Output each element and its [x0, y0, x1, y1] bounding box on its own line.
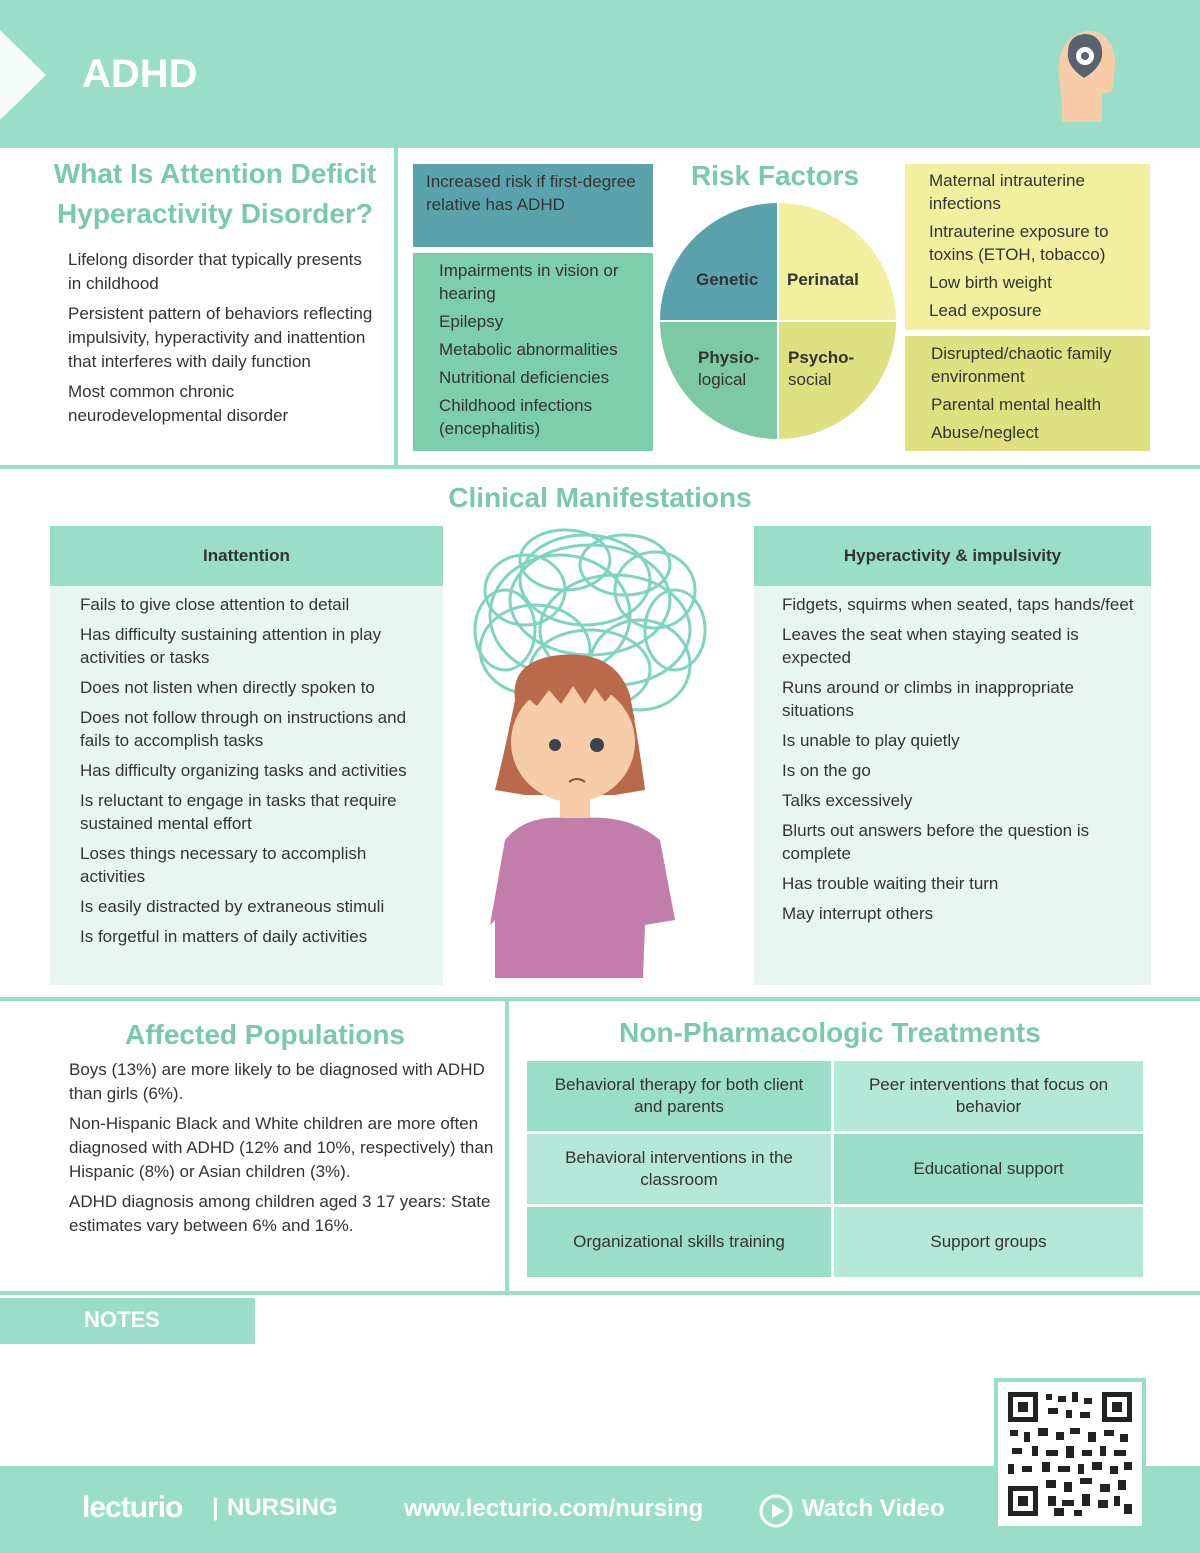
inattention-list — [50, 586, 443, 985]
list-item: Loses things necessary to accomplish activities — [80, 844, 367, 886]
what-is-title — [30, 154, 400, 234]
list-item: Is forgetful in matters of daily activities — [80, 927, 368, 946]
lecturio-logo: lecturio — [82, 1491, 183, 1524]
list-item: Disrupted/chaotic family environment — [931, 344, 1112, 386]
list-item: Fidgets, squirms when seated, taps hands/feet — [782, 595, 1134, 614]
genetic-risk-box — [413, 164, 653, 247]
physiological-risk-box — [413, 253, 653, 451]
inattention-header: Inattention — [50, 526, 443, 586]
list-item: Low birth weight — [929, 273, 1052, 292]
clinical-title: Clinical Manifestations — [448, 482, 752, 513]
what-is-title-line: What Is Attention Deficit — [53, 158, 377, 189]
pie-slice-genetic — [660, 203, 778, 321]
list-item: May interrupt others — [782, 904, 934, 923]
genetic-risk-text: Increased risk if first-degree relative has ADHD — [426, 172, 636, 214]
psychosocial-risk-box — [905, 336, 1150, 451]
list-item: Fails to give close attention to detail — [80, 595, 350, 614]
page-title: ADHD — [82, 52, 198, 96]
watch-video-link[interactable]: Watch Video — [802, 1495, 945, 1522]
list-item: Runs around or climbs in inappropriate situations — [782, 678, 1074, 720]
hyperactivity-list — [754, 586, 1151, 985]
treatment-cell: Behavioral interventions in the classroom — [527, 1134, 831, 1204]
treatment-cell: Organizational skills training — [527, 1207, 831, 1277]
treatments-title: Non-Pharmacologic Treatments — [619, 1017, 1041, 1048]
list-item: Most common chronic neurodevelopmental disorder — [68, 382, 289, 425]
list-item: Is on the go — [782, 761, 871, 780]
shirt — [490, 818, 675, 978]
list-item: Boys (13%) are more likely to be diagnosed with ADHD than girls (6%). — [69, 1060, 485, 1103]
list-item: Is easily distracted by extraneous stimuli — [80, 897, 385, 916]
perinatal-risk-box — [905, 164, 1150, 330]
list-item: Nutritional deficiencies — [439, 368, 610, 387]
play-icon[interactable] — [759, 1494, 793, 1528]
list-item: Lead exposure — [929, 301, 1042, 320]
website-link[interactable]: www.lecturio.com/nursing — [404, 1495, 704, 1522]
pie-label-physiological: logical — [698, 370, 747, 389]
treatment-cell: Peer interventions that focus on behavior — [834, 1061, 1143, 1131]
affected-title: Affected Populations — [124, 1019, 405, 1050]
pie-slice-perinatal — [778, 203, 896, 321]
list-item: Parental mental health — [931, 395, 1102, 414]
list-item: Maternal intrauterine infections — [929, 171, 1085, 213]
list-item: Does not follow through on instructions and fails to accomplish tasks — [80, 708, 407, 750]
list-item: Intrauterine exposure to toxins (ETOH, tobacco) — [929, 222, 1109, 264]
list-item: Is reluctant to engage in tasks that require sustained mental effort — [80, 791, 397, 833]
divider-line — [0, 1291, 1200, 1295]
chevron-decoration-icon — [0, 30, 46, 120]
list-item: Persistent pattern of behaviors reflecting impulsivity, hyperactivity and inattention that interferes with daily function — [68, 304, 373, 371]
pie-label-perinatal: Perinatal — [787, 270, 859, 289]
divider-line — [0, 997, 1200, 1001]
list-item: Epilepsy — [439, 312, 504, 331]
list-item: Is unable to play quietly — [782, 731, 960, 750]
what-is-list — [68, 248, 373, 434]
footer-divider: | — [212, 1494, 219, 1521]
nursing-label: NURSING — [227, 1494, 338, 1521]
list-item: Talks excessively — [782, 791, 913, 810]
pie-label-psychosocial: social — [788, 370, 832, 389]
face — [511, 682, 635, 802]
list-item: Has difficulty organizing tasks and activities — [80, 761, 407, 780]
treatments-grid — [527, 1061, 1143, 1277]
list-item: Lifelong disorder that typically presents in childhood — [68, 250, 362, 293]
treatment-cell: Behavioral therapy for both client and parents — [527, 1061, 831, 1131]
list-item: Impairments in vision or hearing — [439, 261, 619, 303]
list-item: Childhood infections (encephalitis) — [439, 396, 593, 438]
treatment-cell: Support groups — [834, 1207, 1143, 1277]
pie-label-genetic: Genetic — [696, 270, 759, 289]
list-item: Has trouble waiting their turn — [782, 874, 999, 893]
child-illustration — [465, 520, 715, 978]
list-item: ADHD diagnosis among children aged 3 17 years: State estimates vary between 6% and 16%. — [69, 1192, 491, 1235]
risk-factors-title: Risk Factors — [690, 160, 860, 191]
head-gear-icon — [1048, 22, 1118, 127]
list-item: Metabolic abnormalities — [439, 340, 618, 359]
what-is-title-line: Hyperactivity Disorder? — [57, 198, 373, 229]
pie-label-psychosocial: Psycho- — [788, 348, 855, 367]
list-item: Has difficulty sustaining attention in play activities or tasks — [80, 625, 382, 667]
list-item: Blurts out answers before the question is complete — [782, 821, 1090, 863]
list-item: Does not listen when directly spoken to — [80, 678, 375, 697]
list-item: Non-Hispanic Black and White children are more often diagnosed with ADHD (12% and 10%, respectively) than Hispanic (8%) or Asian children (3%). — [69, 1114, 494, 1181]
divider-line — [0, 465, 1200, 469]
affected-list — [69, 1058, 494, 1244]
risk-factors-pie — [660, 203, 896, 439]
qr-code-icon[interactable] — [1008, 1392, 1132, 1516]
notes-label: NOTES — [84, 1307, 160, 1332]
pie-label-physiological: Physio- — [698, 348, 760, 367]
hyperactivity-header: Hyperactivity & impulsivity — [754, 526, 1151, 586]
list-item: Leaves the seat when staying seated is expected — [782, 625, 1079, 667]
list-item: Abuse/neglect — [931, 423, 1039, 442]
treatment-cell: Educational support — [834, 1134, 1143, 1204]
